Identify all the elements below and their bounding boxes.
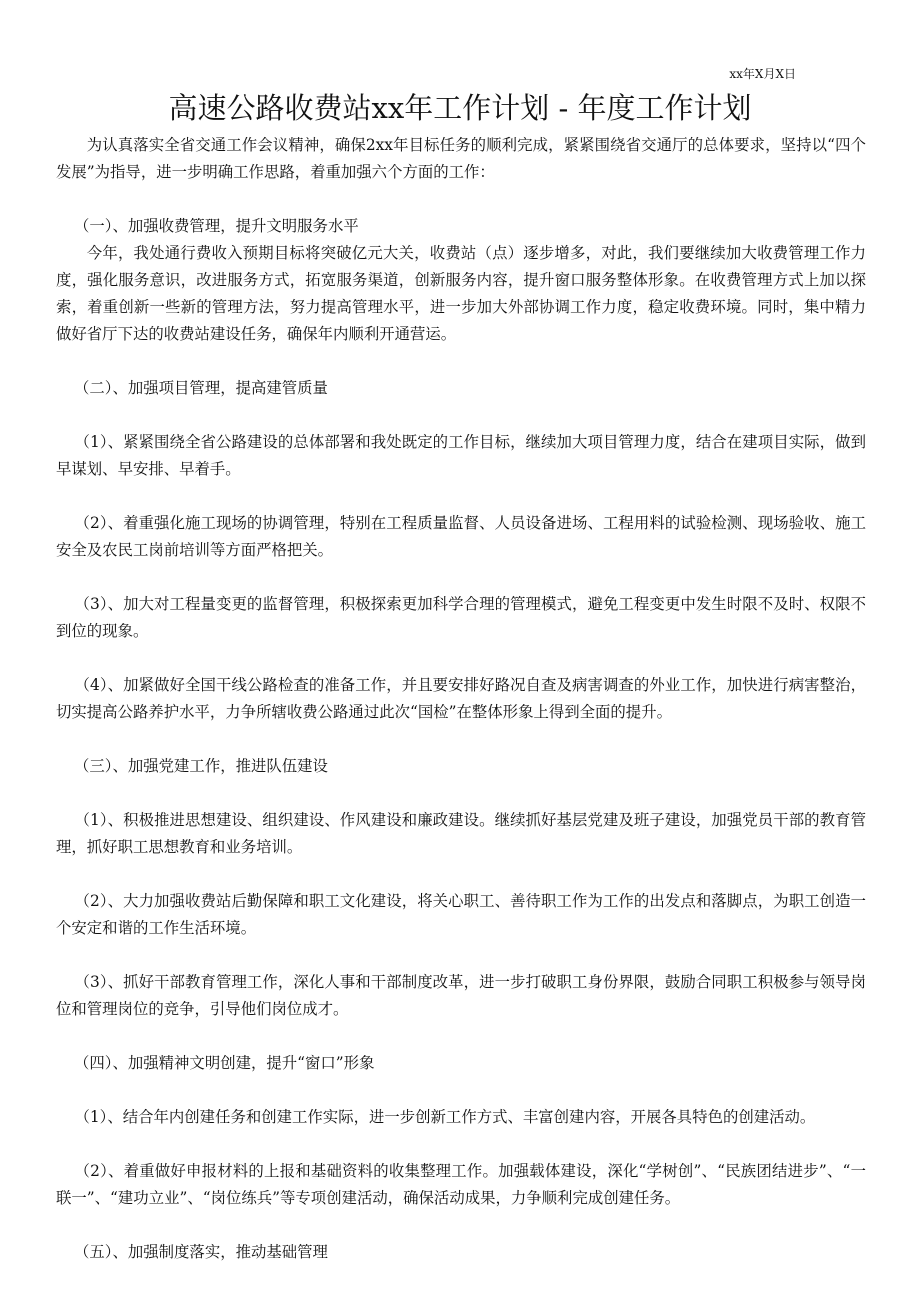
- document-title: 高速公路收费站xx年工作计划 - 年度工作计划: [168, 91, 752, 125]
- section-3-item-1: （1）、积极推进思想建设、组织建设、作风建设和廉政建设。继续抓好基层党建及班子建设，加强党员干部的教育管理，抓好职工思想教育和业务培训。: [56, 811, 866, 856]
- intro-paragraph: 为认真落实全省交通工作会议精神，确保2xx年目标任务的顺利完成，紧紧围绕省交通厅的总体要求，坚持以“四个发展”为指导，进一步明确工作思路，着重加强六个方面的工作：: [56, 136, 866, 181]
- section-2-item-3: （3）、加大对工程量变更的监督管理，积极探索更加科学合理的管理模式，避免工程变更中发生时限不及时、权限不到位的现象。: [56, 595, 866, 640]
- section-3-item-3: （3）、抓好干部教育管理工作，深化人事和干部制度改革，进一步打破职工身份界限，鼓励合同职工积极参与领导岗位和管理岗位的竞争，引导他们岗位成才。: [56, 973, 866, 1018]
- section-4-heading: （四）、加强精神文明创建，提升“窗口”形象: [74, 1054, 375, 1072]
- section-2-item-1: （1）、紧紧围绕全省公路建设的总体部署和我处既定的工作目标，继续加大项目管理力度，结合在建项目实际，做到早谋划、早安排、早着手。: [56, 433, 866, 478]
- section-2-item-2: （2）、着重强化施工现场的协调管理，特别在工程质量监督、人员设备进场、工程用料的试验检测、现场验收、施工安全及农民工岗前培训等方面严格把关。: [56, 514, 866, 559]
- document-date: xx年X月X日: [729, 67, 796, 81]
- section-1-heading: （一）、加强收费管理，提升文明服务水平: [74, 217, 359, 235]
- section-3-heading: （三）、加强党建工作，推进队伍建设: [74, 757, 328, 775]
- section-4-item-1: （1）、结合年内创建任务和创建工作实际，进一步创新工作方式、丰富创建内容，开展各具特色的创建活动。: [74, 1108, 816, 1126]
- section-3-item-2: （2）、大力加强收费站后勤保障和职工文化建设，将关心职工、善待职工作为工作的出发点和落脚点，为职工创造一个安定和谐的工作生活环境。: [56, 892, 866, 937]
- section-5-heading: （五）、加强制度落实，推动基础管理: [74, 1243, 328, 1261]
- document-body: [56, 132, 866, 1266]
- section-2-heading: （二）、加强项目管理，提高建管质量: [74, 379, 328, 397]
- section-2-item-4: （4）、加紧做好全国干线公路检查的准备工作，并且要安排好路况自查及病害调查的外业工作，加快进行病害整治，切实提高公路养护水平，力争所辖收费公路通过此次“国检”在整体形象上得到全面的提升。: [56, 676, 866, 721]
- section-4-item-2: （2）、着重做好申报材料的上报和基础资料的收集整理工作。加强载体建设，深化“学树创”、“民族团结进步”、“一联一”、“建功立业”、“岗位练兵”等专项创建活动，确保活动成果，力争顺利完成创建任务。: [56, 1162, 866, 1207]
- section-1-body: 今年，我处通行费收入预期目标将突破亿元大关，收费站（点）逐步增多，对此，我们要继续加大收费管理工作力度，强化服务意识，改进服务方式，拓宽服务渠道，创新服务内容，提升窗口服务整体形象。在收费管理方式上加以探索，着重创新一些新的管理方法，努力提高管理水平，进一步加大外部协调工作力度，稳定收费环境。同时，集中精力做好省厅下达的收费站建设任务，确保年内顺利开通营运。: [56, 244, 866, 343]
